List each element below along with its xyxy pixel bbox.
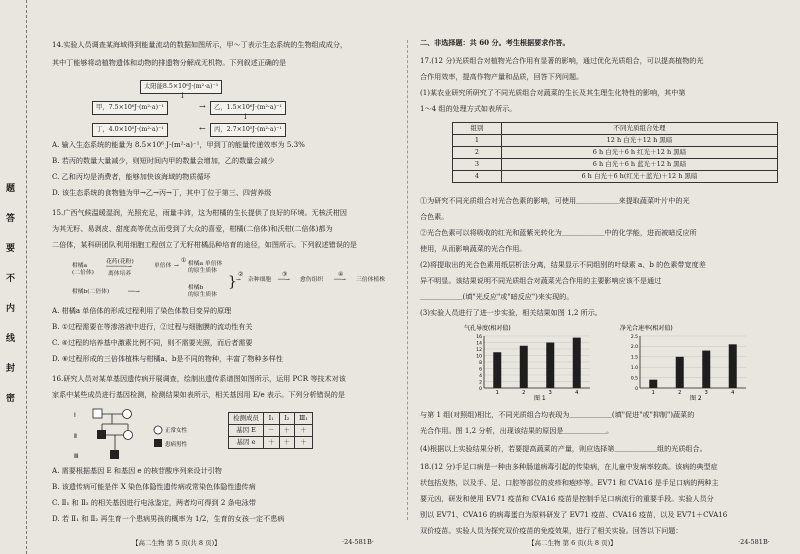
table-header: Ⅲ₁ [295, 413, 313, 425]
table-header: Ⅰ₂ [279, 413, 295, 425]
pedigree-male-affected [97, 430, 106, 439]
binding-margin [0, 0, 27, 554]
table-cell: 6 h 白光＋6 h 红光＋12 h 黑暗 [502, 147, 778, 159]
table-header: 不同光质组合处理 [502, 123, 778, 135]
q17-sub1: 1～4 组的处理方式如表所示。 [420, 104, 517, 113]
gen-label: Ⅰ [74, 412, 76, 419]
bar [649, 380, 657, 388]
x-tick-label: 2 [522, 390, 526, 396]
footer-page-right: 【高二生物 第 6 页(共 8 页)】 [528, 539, 617, 547]
table-cell: － [264, 425, 280, 437]
bar [493, 352, 501, 388]
gene-test-table [228, 412, 313, 449]
label-mid2: 的原生质体 [188, 268, 217, 274]
q18-line: 双价疫苗。实验人员为探究双价疫苗的免疫效果，进行了相关实验。回答以下问题： [420, 526, 683, 535]
label-step-1: ① [181, 258, 187, 264]
y-tick-label: 2.0 [630, 345, 638, 351]
q17-line: ①为研究不同光质组合对光合色素的影响，可使用＿＿＿＿＿＿来提取蔬菜叶片中的光 [420, 196, 690, 205]
q16-stem: 16.研究人员对某单基因遗传病开展调查，绘制出遗传系谱图如图所示，运用 PCR 等技术对该 [52, 374, 346, 383]
table-cell: 基因 e [229, 437, 264, 449]
q18-line: 要元凶，研发和使用 EV71 疫苗和 CVA16 疫苗是控制手足口病流行的重要手段。实验人员分 [420, 494, 714, 503]
q16-option-c: C. Ⅱ₁ 和 Ⅱ₂ 的相关基因进行电泳鉴定，两者均可得到 2 条电泳带 [52, 498, 256, 507]
y-tick-label: 1.0 [630, 366, 638, 371]
q18-line: 别以 EV71、CVA16 的病毒蛋白为原料研发了 EV71 疫苗、CVA16 疫苗，以及 EV71＋CVA16 [420, 510, 728, 519]
label-step-4: ④ [338, 272, 344, 278]
q15-stem: 为其无籽、易剥皮、甜度高等优点而受到了大众的喜爱，柑橘(二倍体)和沃柑(二倍体)都为 [52, 224, 333, 233]
table-header: 检测成员 [229, 413, 264, 425]
q15-option-b: B. ①过程需要在等渗溶液中进行，②过程与细胞膜的流动性有关 [52, 322, 253, 331]
y-tick-label: 4 [479, 373, 482, 379]
table-cell: ＋ [295, 425, 313, 437]
seal-char: 封 [6, 364, 16, 374]
arrow-right-icon: → [236, 277, 241, 283]
net-photosynthesis-chart [616, 322, 756, 402]
label-b3: 的原生质体 [188, 292, 217, 298]
x-tick-label: 3 [704, 390, 708, 396]
pedigree-female-normal [123, 410, 132, 419]
table-cell: ＋ [279, 425, 295, 437]
y-tick-label: 12 [476, 347, 482, 353]
x-tick-label: 2 [678, 390, 682, 396]
q17-line: (3)实验人员进行了进一步实验，相关结果如图 1,2 所示。 [420, 308, 602, 317]
table-cell: 1 [453, 135, 502, 147]
table-cell: ＋ [264, 437, 280, 449]
table-cell: ＋ [279, 437, 295, 449]
x-tick-label: 1 [495, 390, 499, 396]
brace-icon: } [228, 274, 237, 290]
q14-option-a: A. 输入生态系统的能量为 8.5×10⁶ J·(m²·a)⁻¹，甲到丁的能量传递效率为 5.3% [52, 140, 305, 149]
bar [546, 343, 554, 389]
label-hap: 单倍体 [154, 263, 172, 269]
x-tick-label: 4 [731, 390, 735, 396]
y-tick-label: 16 [476, 334, 482, 340]
label-b2: 柑橘b [188, 285, 204, 291]
q17-line: 合色素。 [420, 212, 449, 221]
arrow-right-icon: ──────→ [106, 264, 132, 270]
label-final: 三倍体植株 [356, 277, 385, 283]
q15-option-c: C. ④过程的培养基中激素比例不同，则不需要光照，而后者需要 [52, 338, 253, 347]
legend-female-icon [154, 426, 162, 434]
x-tick-label: 1 [651, 390, 655, 396]
breeding-diagram [72, 258, 392, 304]
arrow-right-icon: → [199, 102, 206, 111]
table-header: Ⅰ₁ [264, 413, 280, 425]
arrow-right-icon: ──→ [334, 277, 346, 283]
footer-page-left: 【高二生物 第 5 页(共 8 页)】 [132, 539, 221, 547]
q17-line: ＿＿＿＿＿＿(填"光反应"或"暗反应")来实现的。 [420, 292, 574, 301]
label-fuse: 杂种细胞 [248, 277, 272, 283]
q16-option-d: D. 若 Ⅱ₁ 和 Ⅱ₂ 再生育一个患病男孩的概率为 1/2，生育的女孩一定不患病 [52, 514, 285, 523]
q15-option-d: D. ⑥过程形成的三倍体植株与柑橘a、b是不同的物种，丰富了物种多样性 [52, 354, 283, 363]
y-tick-label: 2.5 [630, 334, 638, 340]
pedigree-male-affected [110, 450, 119, 459]
x-tick-label: 3 [548, 390, 552, 396]
y-tick-label: 2 [479, 380, 482, 386]
jia-box: 甲，7.5×10⁶J·(m²·a)⁻¹ [92, 101, 168, 115]
y-tick-label: 0 [479, 386, 482, 392]
q16-option-a: A. 需要根据基因 E 和基因 e 的核苷酸序列来设计引物 [52, 466, 222, 475]
y-tick-label: 1.5 [630, 355, 638, 361]
chart2-title: 净光合速率(相对值) [620, 325, 673, 332]
label-mid: 柑橘a 单倍体 [188, 261, 223, 267]
q14-option-d: D. 该生态系统的食物链为甲→乙→丙→丁，其中丁位于第三、四营养级 [52, 188, 272, 197]
pedigree-male-normal [93, 409, 102, 418]
table-cell: 4 [453, 171, 502, 183]
seal-char: 内 [6, 304, 16, 314]
seal-char: 密 [6, 394, 16, 404]
table-cell: 3 [453, 159, 502, 171]
table-cell: 2 [453, 147, 502, 159]
q17-line: 光合作用。图 1,2 分析，出现该结果的原因是＿＿＿＿＿＿。 [420, 426, 614, 435]
arrow-down-icon: ↓ [179, 91, 186, 100]
table-cell: 12 h 白光＋12 h 黑暗 [502, 135, 778, 147]
seal-char: 要 [6, 244, 16, 254]
y-tick-label: 0 [635, 386, 638, 392]
stomatal-conductance-chart [460, 322, 600, 402]
bar [702, 351, 710, 388]
legend-normal-female: 正常女性 [165, 428, 188, 434]
q16-option-b: B. 该遗传病可能是伴 X 染色体隐性遗传病或常染色体隐性遗传病 [52, 482, 256, 491]
arrow-left-icon: ← [199, 124, 206, 133]
arrow-right-icon: → [174, 263, 179, 269]
chart2-caption: 图 2 [690, 395, 702, 402]
y-tick-label: 8 [479, 360, 482, 366]
q17-stem: 合作用效率，提高作物产量和品质，回答下列问题。 [420, 72, 584, 81]
label-step1: 花药(花粉) [106, 259, 134, 265]
seal-char: 答 [6, 214, 16, 224]
label-fuse2: 愈伤组织 [300, 277, 324, 283]
q17-line: 使用，从而影响蔬菜的光合作用。 [420, 244, 527, 253]
bar [729, 344, 737, 388]
y-tick-label: 10 [476, 354, 482, 360]
q17-stem: 17.(12 分)光质组合对植物光合作用有显著的影响，通过优化光质组合，可以提高植物的光 [420, 56, 704, 65]
chart1-title: 气孔导度(相对值) [464, 325, 511, 332]
label-step-3: ③ [282, 272, 288, 278]
q15-stem: 15.广西气候温暖湿润，光照充足，雨量丰沛，这为柑橘的生长提供了良好的环境。无核沃柑因 [52, 208, 348, 217]
legend-affected-male: 患病男性 [165, 442, 188, 448]
q17-line: 异不明显。该结果说明不同光质组合对蔬菜光合作用的主要影响应该不是通过 [420, 276, 662, 285]
q14-option-b: B. 若丙的数量大量减少，则短时间内甲的数量会增加，乙的数量会减少 [52, 156, 275, 165]
ding-box: 丁，4.0×10⁵J·(m²·a)⁻¹ [92, 123, 168, 137]
label-a-sub: (二倍体) [72, 270, 94, 276]
gen-label: Ⅱ [74, 433, 77, 440]
q17-line: (4)根据以上实验结果分析，若要提高蔬菜的产量，则应选择第＿＿＿＿＿＿组的光质组合。 [420, 444, 707, 453]
arrow-right-icon: ──→ [278, 277, 290, 283]
y-tick-label: 0.5 [630, 376, 638, 382]
q17-line: ②光合色素可以将吸收的红光和蓝紫光转化为＿＿＿＿＿＿中的化学能，进而被暗反应所 [420, 228, 697, 237]
table-cell: ＋ [295, 437, 313, 449]
label-step1b: 离体培养 [108, 271, 132, 277]
q17-line: (2)将提取出的光合色素用纸层析法分离，结果显示不同组别的叶绿素 a、b 的色素带宽度差 [420, 260, 706, 269]
light-treatment-table [452, 122, 778, 183]
bar [573, 338, 581, 388]
gen-label: Ⅲ [74, 453, 79, 460]
seal-char: 线 [6, 334, 16, 344]
q14-stem: 其中丁能够将动植物遗体和动物的排遗物分解成无机物。下列叙述正确的是 [52, 58, 287, 67]
table-cell: 6 h 白光＋6 h(红光＋蓝光)＋12 h 黑暗 [502, 171, 778, 183]
q18-line: 18.(12 分)手足口病是一种由多种肠道病毒引起的传染病，在儿童中发病率较高。该病的典型症 [420, 462, 718, 471]
sun-box: 太阳能8.5×10⁶J·(m²·a)⁻¹ [140, 80, 222, 94]
arrow-right-icon: ──→ [128, 289, 140, 295]
label-step-2: ② [238, 272, 244, 278]
pedigree-female-normal [124, 431, 133, 440]
seal-line-text [6, 185, 15, 425]
q17-line: 与第 1 组(对照组)相比，不同光质组合均表现为＿＿＿＿＿＿(填"促进"或"抑制")蔬菜的 [420, 410, 695, 419]
y-tick-label: 6 [479, 367, 482, 373]
q15-option-a: A. 柑橘a 单倍体的形成过程利用了染色体数目变异的原理 [52, 306, 232, 315]
table-cell: 6 h 白光＋6 h 蓝光＋12 h 黑暗 [502, 159, 778, 171]
footer-code-left: ·24-581B· [342, 538, 374, 546]
q17-sub1: (1)某农业研究所研究了不同光质组合对蔬菜的生长及其生理生化特性的影响，其中第 [420, 88, 686, 97]
yi-box: 乙，1.5×10⁶J·(m²·a)⁻¹ [210, 101, 286, 115]
x-tick-label: 4 [575, 390, 579, 396]
column-divider [407, 40, 408, 520]
label-a: 柑橘a [72, 263, 88, 269]
q14-option-c: C. 乙和丙均是消费者，能够加快该海域的物质循环 [52, 172, 211, 181]
arrow-down-icon: ↓ [242, 112, 249, 121]
q18-line: 状包括发热，以及手、足、口腔等部位的皮疹和疱疹等。EV71 和 CVA16 是手足口病的两种主 [420, 478, 719, 487]
section-title: 二、非选择题：共 60 分。考生根据要求作答。 [420, 38, 570, 47]
bar [676, 357, 684, 388]
q14-stem: 14.实验人员调查某海域得到能量流动的数据如图所示，甲～丁表示生态系统的生物组成成分， [52, 40, 348, 49]
table-cell: 基因 E [229, 425, 264, 437]
seal-char: 题 [6, 184, 16, 194]
table-header: 组别 [453, 123, 502, 135]
q15-stem: 二倍体，某科研团队利用细胞工程创立了无籽柑橘品种培育的途径，如图所示。下列叙述错误的是 [52, 240, 358, 249]
legend-male-icon [154, 439, 162, 447]
seal-char: 不 [6, 274, 16, 284]
pedigree-chart [72, 406, 222, 464]
bing-box: 丙，2.7×10⁵J·(m²·a)⁻¹ [210, 123, 286, 137]
footer-code-right: ·24-581B· [738, 538, 770, 546]
label-b: 柑橘b(二倍体) [72, 289, 110, 295]
chart1-caption: 图 1 [534, 395, 546, 402]
y-tick-label: 14 [476, 341, 482, 347]
q16-stem: 家系中某些成员进行基因检测，检测结果如表所示，相关基因用 E/e 表示。下列分析错误的是 [52, 390, 345, 399]
bar [520, 346, 528, 388]
